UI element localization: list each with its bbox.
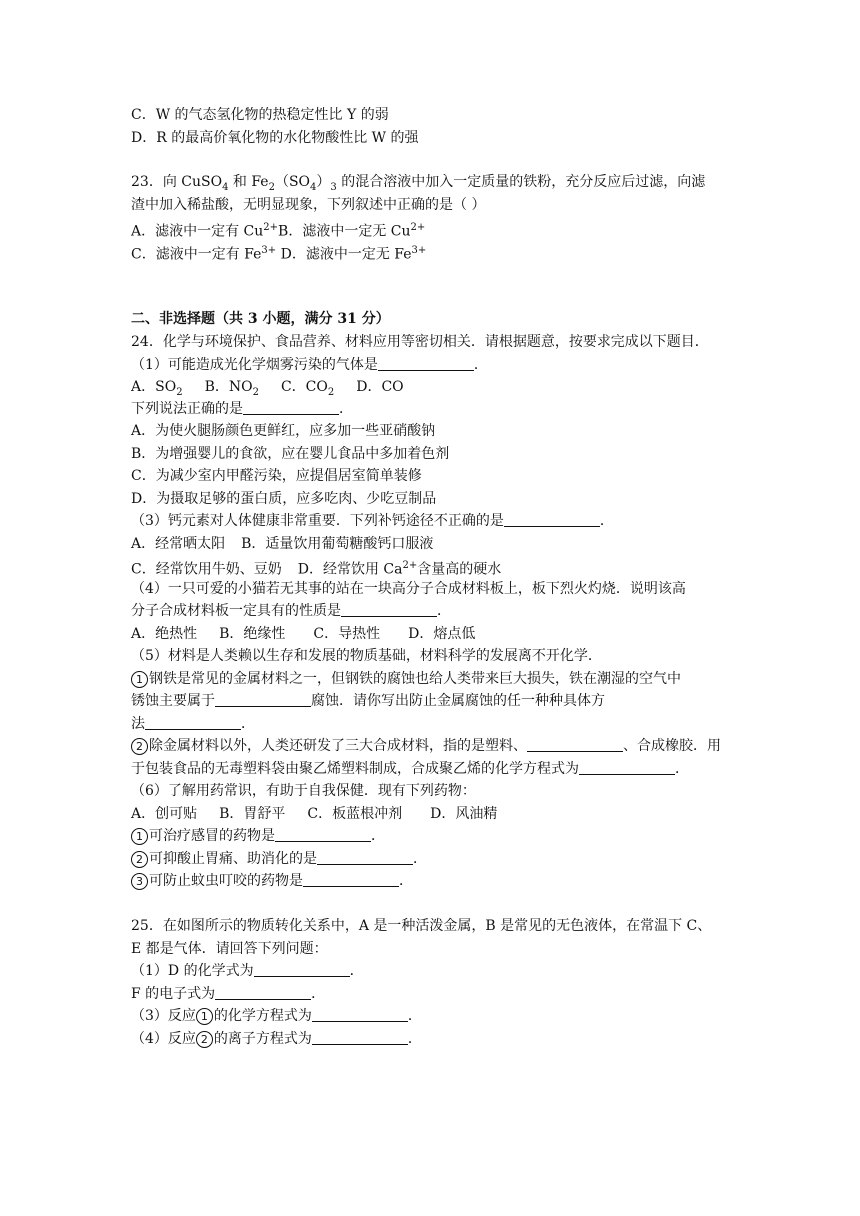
answer-blank[interactable] bbox=[312, 1007, 408, 1022]
q25-part2: F 的电子式为 ． bbox=[131, 986, 326, 1002]
q24-part1-options: A．$SO_2$ B．$NO_2$ C．$CO_2$ D．CO bbox=[131, 379, 404, 398]
answer-blank[interactable] bbox=[317, 850, 413, 865]
q24-part5-1-line3: 法 ． bbox=[131, 716, 255, 732]
q23-options-ab: A．滤液中一定有 $Cu^{2+}B$．滤液中一定无 $Cu^{2+}$ bbox=[131, 222, 426, 240]
answer-blank[interactable] bbox=[254, 962, 350, 977]
q24-part4-options: A．绝热性 B．绝缘性 C．导热性 D．熔点低 bbox=[131, 626, 476, 642]
answer-blank[interactable] bbox=[243, 400, 339, 415]
circled-number-icon: 1 bbox=[131, 828, 148, 845]
section-title: 二、非选择题（共 3 小题，满分 31 分） bbox=[131, 311, 390, 327]
q25-part4: （4）反应 2 的离子方程式为 ． bbox=[131, 1031, 422, 1047]
answer-blank[interactable] bbox=[527, 737, 623, 752]
q24-part1: （1）可能造成光化学烟雾污染的气体是 ． bbox=[131, 357, 488, 373]
q25-stem-line2: E 都是气体．请回答下列问题： bbox=[131, 941, 328, 957]
answer-blank[interactable] bbox=[215, 692, 311, 707]
q25-part1: （1）D 的化学式为 ． bbox=[131, 963, 364, 979]
circled-number-icon: 2 bbox=[131, 851, 148, 868]
q24-part6-1: 1 可治疗感冒的药物是 ． bbox=[131, 826, 385, 846]
answer-blank[interactable] bbox=[275, 827, 371, 842]
q22-option-c: C．W 的气态氢化物的热稳定性比 Y 的弱 bbox=[131, 107, 389, 123]
q24-part6-options: A．创可贴 B．胃舒平 C．板蓝根冲剂 D．风油精 bbox=[131, 806, 498, 822]
q23-options-cd: C．滤液中一定有 $Fe^{3+}$ D．滤液中一定无 $Fe^{3+}$ bbox=[131, 245, 427, 263]
answer-blank[interactable] bbox=[579, 760, 675, 775]
q24-part2: 下列说法正确的是 ． bbox=[131, 401, 353, 417]
q24-part5-2-line2: 于包装食品的无毒塑料袋由聚乙烯塑料制成，合成聚乙烯的化学方程式为 ． bbox=[131, 761, 689, 777]
q23-stem-line2: 渣中加入稀盐酸，无明显现象，下列叙述中正确的是（ ） bbox=[131, 197, 486, 213]
q24-part6: （6）了解用药常识，有助于自我保健．现有下列药物： bbox=[131, 783, 476, 799]
q22-option-d: D．R 的最高价氧化物的水化物酸性比 W 的强 bbox=[131, 130, 419, 146]
answer-blank[interactable] bbox=[312, 1030, 408, 1045]
q24-part3-options-ab: A．经常晒太阳 B．适量饮用葡萄糖酸钙口服液 bbox=[131, 536, 434, 552]
q25-part3: （3）反应 1 的化学方程式为 ． bbox=[131, 1008, 422, 1024]
q24-part2-option-a: A．为使火腿肠颜色更鲜红，应多加一些亚硝酸钠 bbox=[131, 423, 436, 439]
circled-number-icon: 1 bbox=[131, 671, 148, 688]
answer-blank[interactable] bbox=[215, 985, 311, 1000]
circled-number-icon: 2 bbox=[196, 1031, 213, 1048]
answer-blank[interactable] bbox=[378, 356, 474, 371]
q24-part3: （3）钙元素对人体健康非常重要．下列补钙途径不正确的是 ． bbox=[131, 513, 614, 529]
answer-blank[interactable] bbox=[145, 715, 241, 730]
q24-part6-2: 2 可抑酸止胃痛、助消化的是 ． bbox=[131, 849, 427, 869]
q25-stem-line1: 25．在如图所示的物质转化关系中，A 是一种活泼金属，B 是常见的无色液体，在常温下 C、 bbox=[131, 918, 712, 934]
q24-part5: （5）材料是人类赖以生存和发展的物质基础，材料科学的发展离不开化学． bbox=[131, 648, 602, 664]
q24-part5-2-line1: 2 除金属材料以外，人类还研发了三大合成材料，指的是塑料、 、合成橡胶．用 bbox=[131, 736, 721, 756]
q24-part4-line1: （4）一只可爱的小猫若无其事的站在一块高分子合成材料板上，板下烈火灼烧．说明该高 bbox=[131, 581, 686, 597]
circled-number-icon: 2 bbox=[131, 738, 148, 755]
circled-number-icon: 3 bbox=[131, 873, 148, 890]
q23-stem-line1: 23．向 CuSO$_4$ 和 $Fe_2(SO_4)_3$ 的混合溶液中加入一定质量的铁粉，充分反应后过滤，向滤 bbox=[131, 174, 706, 193]
q24-part5-1-line1: 1 钢铁是常见的金属材料之一，但钢铁的腐蚀也给人类带来巨大损失，铁在潮湿的空气中 bbox=[131, 669, 681, 689]
circled-number-icon: 1 bbox=[196, 1008, 213, 1025]
answer-blank[interactable] bbox=[303, 872, 399, 887]
q24-part5-1-line2: 锈蚀主要属于 腐蚀．请你写出防止金属腐蚀的任一种种具体方 bbox=[131, 693, 605, 709]
q24-part3-options-cd: C．经常饮用牛奶、豆奶 D．经常饮用 $Ca^{2+}$含量高的硬水 bbox=[131, 560, 502, 578]
q24-part2-option-c: C．为减少室内甲醛污染，应提倡居室简单装修 bbox=[131, 468, 422, 484]
q24-part2-option-b: B．为增强婴儿的食欲，应在婴儿食品中多加着色剂 bbox=[131, 446, 450, 462]
q24-part4-line2: 分子合成材料板一定具有的性质是 ． bbox=[131, 603, 451, 619]
answer-blank[interactable] bbox=[504, 512, 600, 527]
q24-part2-option-d: D．为摄取足够的蛋白质，应多吃肉、少吃豆制品 bbox=[131, 491, 437, 507]
answer-blank[interactable] bbox=[341, 602, 437, 617]
q24-stem: 24．化学与环境保护、食品营养、材料应用等密切相关．请根据题意，按要求完成以下题目． bbox=[131, 334, 709, 350]
q24-part6-3: 3 可防止蚊虫叮咬的药物是 ． bbox=[131, 871, 413, 891]
